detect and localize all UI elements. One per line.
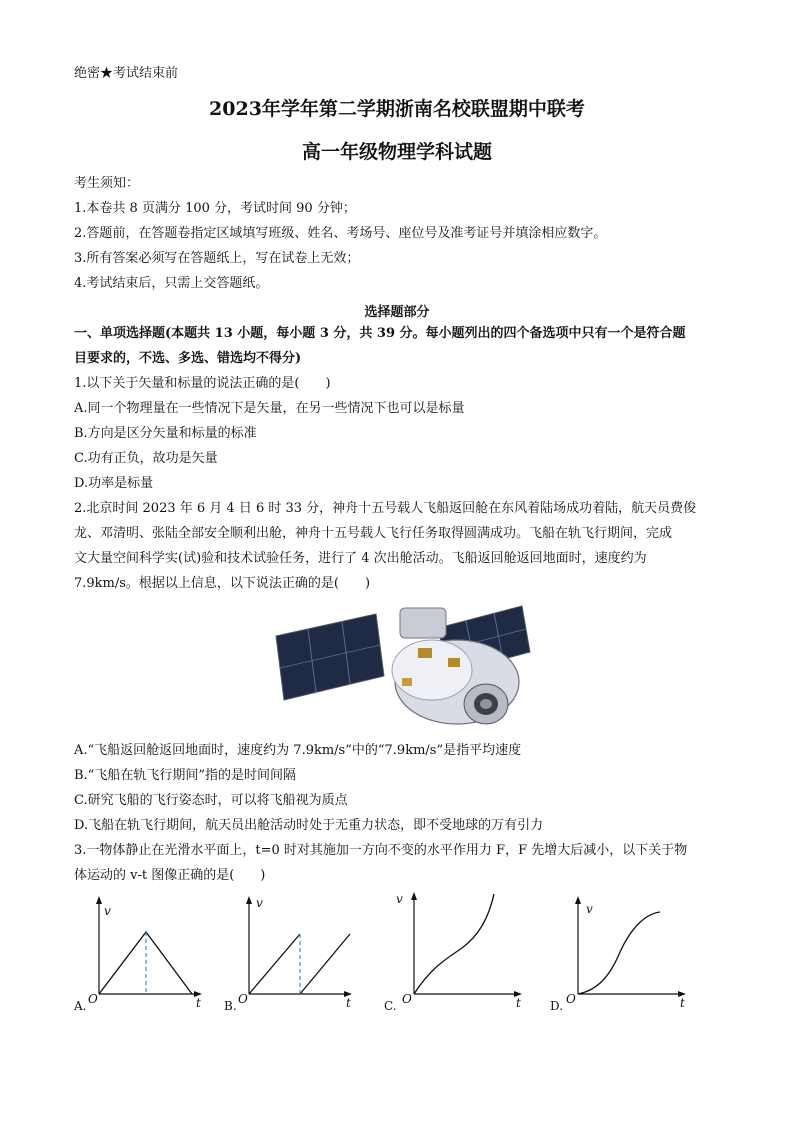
section-instruction: 一、单项选择题(本题共 13 小题，每小题 3 分，共 39 分。每小题列出的四个备选项中只有一个是符合题	[74, 326, 686, 341]
notice-heading: 考生须知：	[74, 176, 140, 191]
question-2-stem: 龙、邓清明、张陆全部安全顺利出舱，神舟十五号载人飞行任务取得圆满成功。飞船在轨飞行期间，完成	[74, 526, 673, 541]
origin-label: O	[88, 992, 98, 1006]
axis-label-v: v	[104, 904, 111, 918]
notice-item: 3.所有答案必须写在答题纸上，写在试卷上无效；	[74, 251, 360, 266]
exam-subtitle: 高一年级物理学科试题	[301, 141, 492, 163]
notice-item: 4.考试结束后，只需上交答题纸。	[74, 276, 269, 291]
question-2-option-a: A.“飞船返回舱返回地面时，速度约为 7.9km/s”中的“7.9km/s”是指平均速度	[74, 743, 522, 758]
section-title: 选择题部分	[364, 305, 430, 320]
question-2-stem: 文大量空间科学实(试)验和技术试验任务，进行了 4 次出舱活动。飞船返回舱返回地面时，速度约为	[74, 551, 647, 566]
option-label: C.	[384, 999, 397, 1013]
spacecraft-image	[272, 600, 534, 732]
option-label: B.	[224, 999, 237, 1013]
option-label: D.	[550, 999, 564, 1013]
left-solar-panel	[276, 614, 384, 700]
axis-label-t: t	[346, 996, 351, 1010]
notice-item: 1.本卷共 8 页满分 100 分，考试时间 90 分钟；	[74, 201, 356, 216]
question-1-stem: 1.以下关于矢量和标量的说法正确的是( )	[74, 376, 331, 391]
axis-label-t: t	[680, 996, 685, 1010]
graph-option-a	[74, 892, 204, 1022]
question-2-stem: 2.北京时间 2023 年 6 月 4 日 6 时 33 分，神舟十五号载人飞船返回舱在东风着陆场成功着陆，航天员费俊	[74, 501, 697, 516]
question-3-stem: 3.一物体静止在光滑水平面上，t=0 时对其施加一方向不变的水平作用力 F，F 先增大后减小，以下关于物	[74, 843, 688, 858]
question-2-option-c: C.研究飞船的飞行姿态时，可以将飞船视为质点	[74, 793, 348, 808]
question-1-option-d: D.功率是标量	[74, 476, 154, 491]
notice-item: 2.答题前，在答题卷指定区域填写班级、姓名、考场号、座位号及准考证号并填涂相应数字。	[74, 226, 607, 241]
axis-label-t: t	[516, 996, 521, 1010]
question-1-option-a: A.同一个物理量在一些情况下是矢量，在另一些情况下也可以是标量	[74, 401, 465, 416]
question-2-option-b: B.“飞船在轨飞行期间”指的是时间间隔	[74, 768, 296, 783]
graph-option-b	[224, 892, 354, 1022]
axis-label-v: v	[396, 892, 403, 906]
question-1-option-b: B.方向是区分矢量和标量的标准	[74, 426, 257, 441]
axis-label-v: v	[256, 896, 263, 910]
question-1-option-c: C.功有正负，故功是矢量	[74, 451, 218, 466]
origin-label: O	[402, 992, 412, 1006]
confidential-mark: 绝密★考试结束前	[74, 66, 179, 81]
question-2-option-d: D.飞船在轨飞行期间，航天员出舱活动时处于无重力状态，即不受地球的万有引力	[74, 818, 544, 833]
graph-option-d	[548, 892, 688, 1022]
option-label: A.	[74, 999, 87, 1013]
exam-title: 2023年学年第二学期浙南名校联盟期中联考	[209, 98, 585, 120]
graph-option-c	[384, 892, 524, 1022]
section-instruction: 目要求的，不选、多选、错选均不得分)	[74, 351, 302, 366]
origin-label: O	[238, 992, 248, 1006]
question-3-stem: 体运动的 v-t 图像正确的是( )	[74, 868, 266, 883]
axis-label-t: t	[196, 996, 201, 1010]
origin-label: O	[566, 992, 576, 1006]
question-2-stem: 7.9km/s。根据以上信息，以下说法正确的是( )	[74, 576, 371, 591]
axis-label-v: v	[586, 902, 593, 916]
